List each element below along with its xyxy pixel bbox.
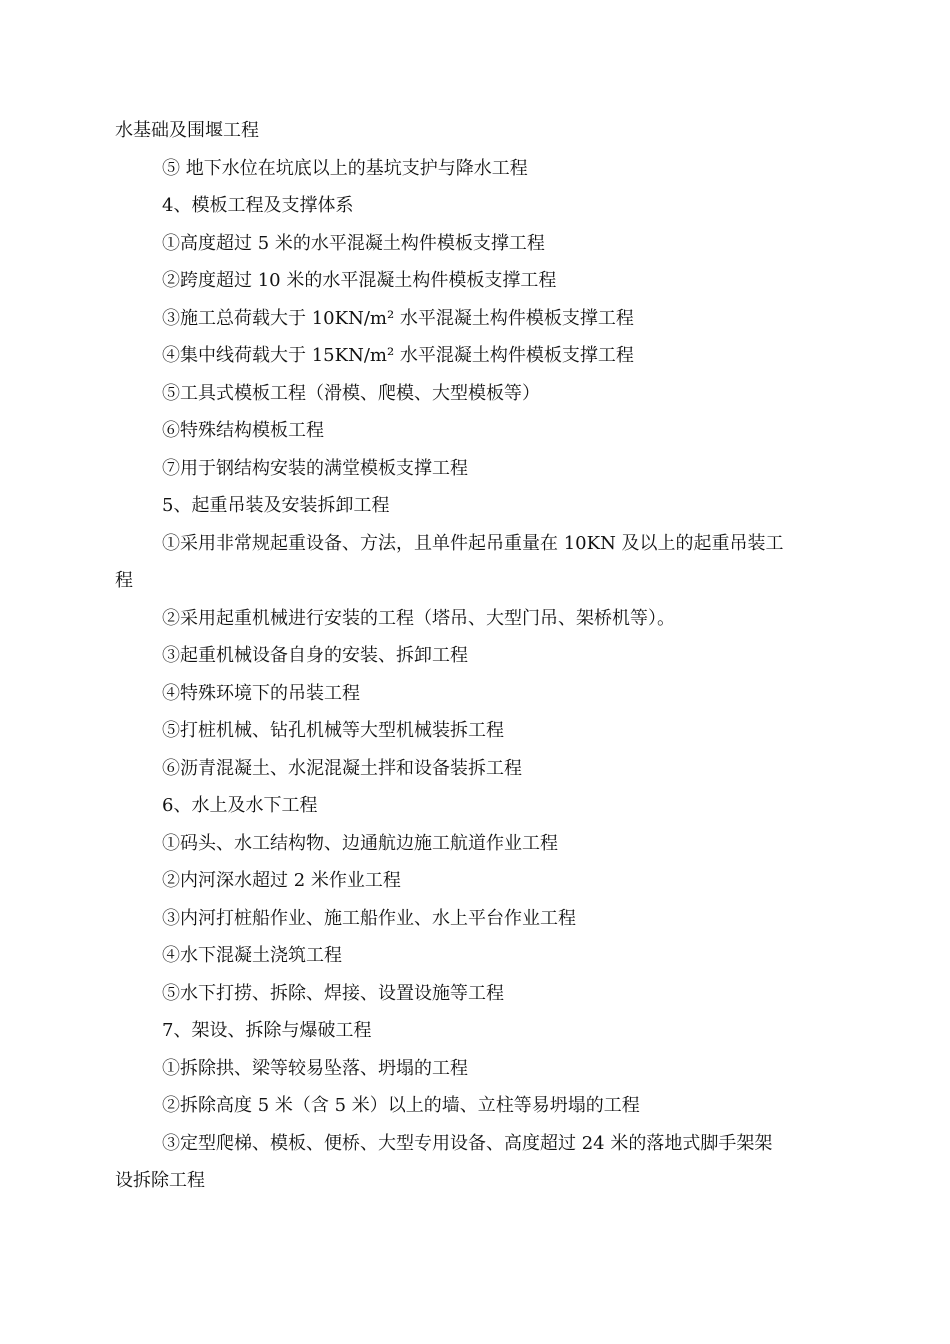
list-item: ①采用非常规起重设备、方法，且单件起吊重量在 10KN 及以上的起重吊装工	[162, 532, 784, 554]
list-item: ②跨度超过 10 米的水平混凝土构件模板支撑工程	[162, 270, 557, 291]
list-item: ②内河深水超过 2 米作业工程	[162, 870, 401, 891]
list-item: ④特殊环境下的吊装工程	[162, 682, 360, 704]
list-item: ⑦用于钢结构安装的满堂模板支撑工程	[162, 457, 468, 479]
section-heading: 4、模板工程及支撑体系	[162, 195, 354, 216]
text-line-continuation: 程	[115, 570, 133, 591]
section-heading: 5、起重吊装及安装拆卸工程	[162, 495, 390, 516]
section-heading: 7、架设、拆除与爆破工程	[162, 1020, 372, 1041]
list-item: ①码头、水工结构物、边通航边施工航道作业工程	[162, 832, 558, 854]
list-item: ⑤ 地下水位在坑底以上的基坑支护与降水工程	[162, 157, 528, 179]
list-item: ②采用起重机械进行安装的工程（塔吊、大型门吊、架桥机等）。	[162, 607, 675, 629]
list-item: ⑥特殊结构模板工程	[162, 420, 324, 441]
list-item: ②拆除高度 5 米（含 5 米）以上的墙、立柱等易坍塌的工程	[162, 1095, 640, 1116]
list-item: ④集中线荷载大于 15KN/m² 水平混凝土构件模板支撑工程	[162, 345, 634, 366]
list-item: ③起重机械设备自身的安装、拆卸工程	[162, 645, 468, 666]
list-item: ⑥沥青混凝土、水泥混凝土拌和设备装拆工程	[162, 757, 522, 779]
list-item: ⑤打桩机械、钻孔机械等大型机械装拆工程	[162, 720, 504, 741]
list-item: ③施工总荷载大于 10KN/m² 水平混凝土构件模板支撑工程	[162, 307, 634, 329]
list-item: ③定型爬梯、模板、便桥、大型专用设备、高度超过 24 米的落地式脚手架架	[162, 1132, 773, 1154]
list-item: ⑤工具式模板工程（滑模、爬模、大型模板等）	[162, 382, 540, 404]
list-item: ⑤水下打捞、拆除、焊接、设置设施等工程	[162, 982, 504, 1004]
text-line-continuation: 设拆除工程	[115, 1170, 205, 1191]
document-body	[115, 112, 820, 1200]
list-item: ①拆除拱、梁等较易坠落、坍塌的工程	[162, 1057, 468, 1079]
list-item: ④水下混凝土浇筑工程	[162, 945, 342, 966]
section-heading: 6、水上及水下工程	[162, 795, 318, 816]
text-line-continuation: 水基础及围堰工程	[115, 120, 259, 141]
list-item: ③内河打桩船作业、施工船作业、水上平台作业工程	[162, 907, 576, 929]
list-item: ①高度超过 5 米的水平混凝土构件模板支撑工程	[162, 232, 545, 254]
